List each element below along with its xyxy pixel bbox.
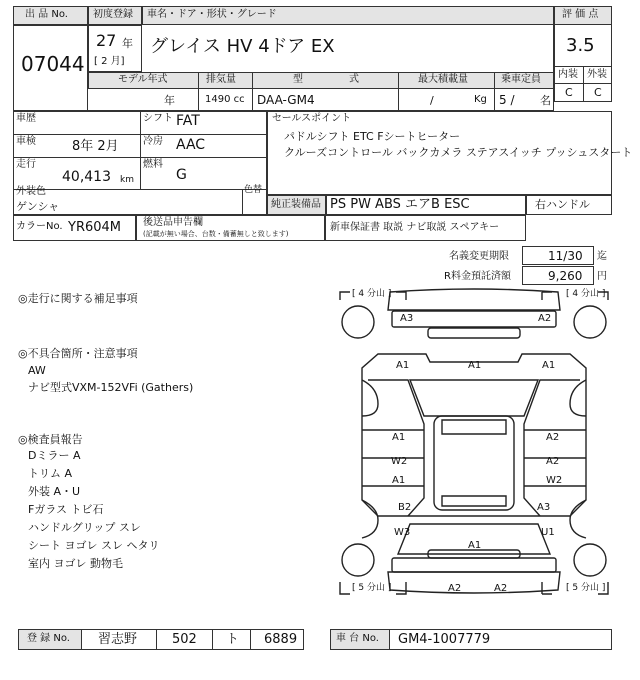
first-reg-year: 27 — [96, 31, 117, 50]
recycle-value: 9,260 — [548, 269, 583, 283]
repaint-label: 色替 — [244, 185, 263, 195]
mark-right-front-door: A2 — [546, 432, 560, 443]
warranty-value: 新車保証書 取説 ナビ取説 スペアキー — [330, 222, 500, 233]
chassis-no: GM4-1007779 — [398, 632, 491, 647]
notes-section-2-line: ナビ型式VXM-152VFi (Gathers) — [28, 381, 194, 394]
model-year-label: モデル年式 — [118, 74, 168, 85]
name-change-label: 名義変更期限 — [449, 251, 509, 262]
mark-right-w2: W2 — [546, 475, 563, 486]
mark-left-b2: B2 — [398, 502, 412, 513]
ext-color-label: 外装色 — [16, 186, 46, 197]
reg-kana: ト — [226, 632, 240, 647]
recycle-label: R料金預託済額 — [444, 271, 511, 282]
reg-number: 6889 — [264, 632, 298, 647]
inspection-value: 8年 2月 — [72, 139, 119, 154]
notes-section-3-line: トリム A — [28, 467, 73, 480]
max-load-sep: / — [430, 94, 434, 107]
notes-section-3-title: ◎検査員報告 — [18, 433, 83, 446]
front-right-tire-tread: [ 4 分山 ] — [566, 289, 606, 299]
aftermarket-label: 後送品申告欄 — [143, 217, 203, 228]
sales-point-line-1: パドルシフト ETC Fシートヒーター — [284, 130, 461, 143]
capacity-label: 乗車定員 — [501, 74, 541, 85]
rear-right-tire-shape — [574, 544, 606, 576]
recycle-unit: 円 — [597, 271, 607, 282]
chassis-label: 車 台 No. — [336, 633, 379, 644]
mileage-label: 走行 — [16, 159, 36, 170]
name-change-value: 11/30 — [548, 249, 583, 263]
lot-no-label: 出 品 No. — [25, 9, 68, 20]
exterior-label: 外装 — [587, 69, 607, 80]
mark-left-front-door: A1 — [392, 432, 406, 443]
mark-left-a1: A1 — [392, 475, 406, 486]
model-code: DAA-GM4 — [257, 93, 315, 107]
history-label: 車歴 — [16, 113, 36, 124]
mark-trunk: A1 — [468, 540, 482, 551]
inspection-label: 車検 — [16, 136, 36, 147]
mark-front-bumper-right: A2 — [538, 313, 552, 324]
steering-value: 右ハンドル — [535, 198, 590, 211]
reg-no-label: 登 録 No. — [27, 633, 70, 644]
rear-right-tire-tread: [ 5 分山 ] — [566, 583, 606, 593]
mark-right-fender: A1 — [542, 360, 556, 371]
first-reg-label: 初度登録 — [93, 9, 133, 20]
equipment-value: PS PW ABS エアB ESC — [330, 197, 470, 212]
shift-label: シフト — [143, 113, 173, 124]
mark-rear-bumper-right: A2 — [494, 583, 508, 594]
notes-section-3-line: シート ヨゴレ スレ ヘタリ — [28, 539, 160, 552]
sales-points-label: セールスポイント — [272, 113, 352, 124]
fuel-label: 燃料 — [143, 159, 163, 170]
max-load-unit: Kg — [474, 94, 487, 105]
lot-no-value: 07044 — [21, 52, 85, 76]
notes-section-3-line: 外装 A・U — [28, 485, 81, 498]
ext-color-value: ゲンシャ — [16, 200, 60, 213]
aftermarket-note: (記載が無い場合、台数・備蓄無しと致します) — [143, 230, 289, 238]
mark-left-fender: A1 — [396, 360, 410, 371]
first-reg-year-unit: 年 — [122, 37, 133, 50]
notes-section-2-title: ◎不具合箇所・注意事項 — [18, 347, 138, 360]
mark-left-w3: W3 — [394, 527, 411, 538]
front-right-tire-shape — [574, 306, 606, 338]
mileage-unit: km — [120, 175, 134, 185]
sales-point-line-2: クルーズコントロール バックカメラ ステアスイッチ プッシュスタート — [284, 146, 633, 159]
grade-label: 評 価 点 — [562, 9, 599, 20]
grade-score: 3.5 — [566, 35, 595, 56]
mark-rear-bumper-left: A2 — [448, 583, 462, 594]
notes-section-3-line: ハンドルグリップ スレ — [28, 521, 141, 534]
displacement-value: 1490 cc — [205, 94, 245, 105]
ac-value: AAC — [176, 137, 206, 153]
front-left-tire-shape — [342, 306, 374, 338]
notes-section-3-line: 室内 ヨゴレ 動物毛 — [28, 557, 123, 570]
notes-section-3-line: Dミラー A — [28, 449, 81, 462]
name-change-unit: 迄 — [597, 251, 607, 262]
rear-left-tire-tread: [ 5 分山 ] — [352, 583, 392, 593]
equipment-label: 純正装備品 — [271, 199, 321, 210]
notes-section-3-line: Fガラス トビ石 — [28, 503, 104, 516]
mark-right-u1: U1 — [541, 527, 555, 538]
notes-section-1-title: ◎走行に関する補足事項 — [18, 292, 138, 305]
capacity-value: 5 / — [499, 93, 515, 107]
vehicle-desc-label: 車名・ドア・形状・グレード — [147, 9, 277, 20]
color-no-label: カラーNo. — [16, 221, 63, 232]
fuel-value: G — [176, 167, 187, 183]
notes-section-2-line: AW — [28, 364, 46, 377]
car-name: グレイス HV 4ドア EX — [150, 36, 335, 57]
max-load-label: 最大積載量 — [418, 74, 468, 85]
type-label-2: 式 — [349, 74, 359, 85]
interior-label: 内装 — [558, 69, 578, 80]
color-no-value: YR604M — [68, 220, 122, 235]
reg-class: 502 — [172, 632, 197, 647]
mark-hood: A1 — [468, 360, 482, 371]
car-damage-diagram — [338, 288, 610, 598]
mark-front-bumper-left: A3 — [400, 313, 414, 324]
first-reg-month: [ 2 月] — [94, 56, 125, 67]
type-label: 型 — [293, 74, 303, 85]
interior-grade: C — [565, 86, 573, 99]
displacement-label: 排気量 — [206, 74, 236, 85]
shift-value: FAT — [176, 113, 200, 129]
capacity-unit: 名 — [540, 94, 551, 107]
ac-label: 冷房 — [143, 136, 163, 147]
model-year-unit: 年 — [164, 94, 175, 107]
mileage-value: 40,413 — [62, 169, 111, 185]
front-left-tire-tread: [ 4 分山 ] — [352, 289, 392, 299]
reg-area: 習志野 — [98, 632, 138, 647]
mark-left-w2: W2 — [391, 456, 408, 467]
exterior-grade: C — [594, 86, 602, 99]
rear-left-tire-shape — [342, 544, 374, 576]
mark-right-a3: A3 — [537, 502, 551, 513]
mark-right-a2: A2 — [546, 456, 560, 467]
